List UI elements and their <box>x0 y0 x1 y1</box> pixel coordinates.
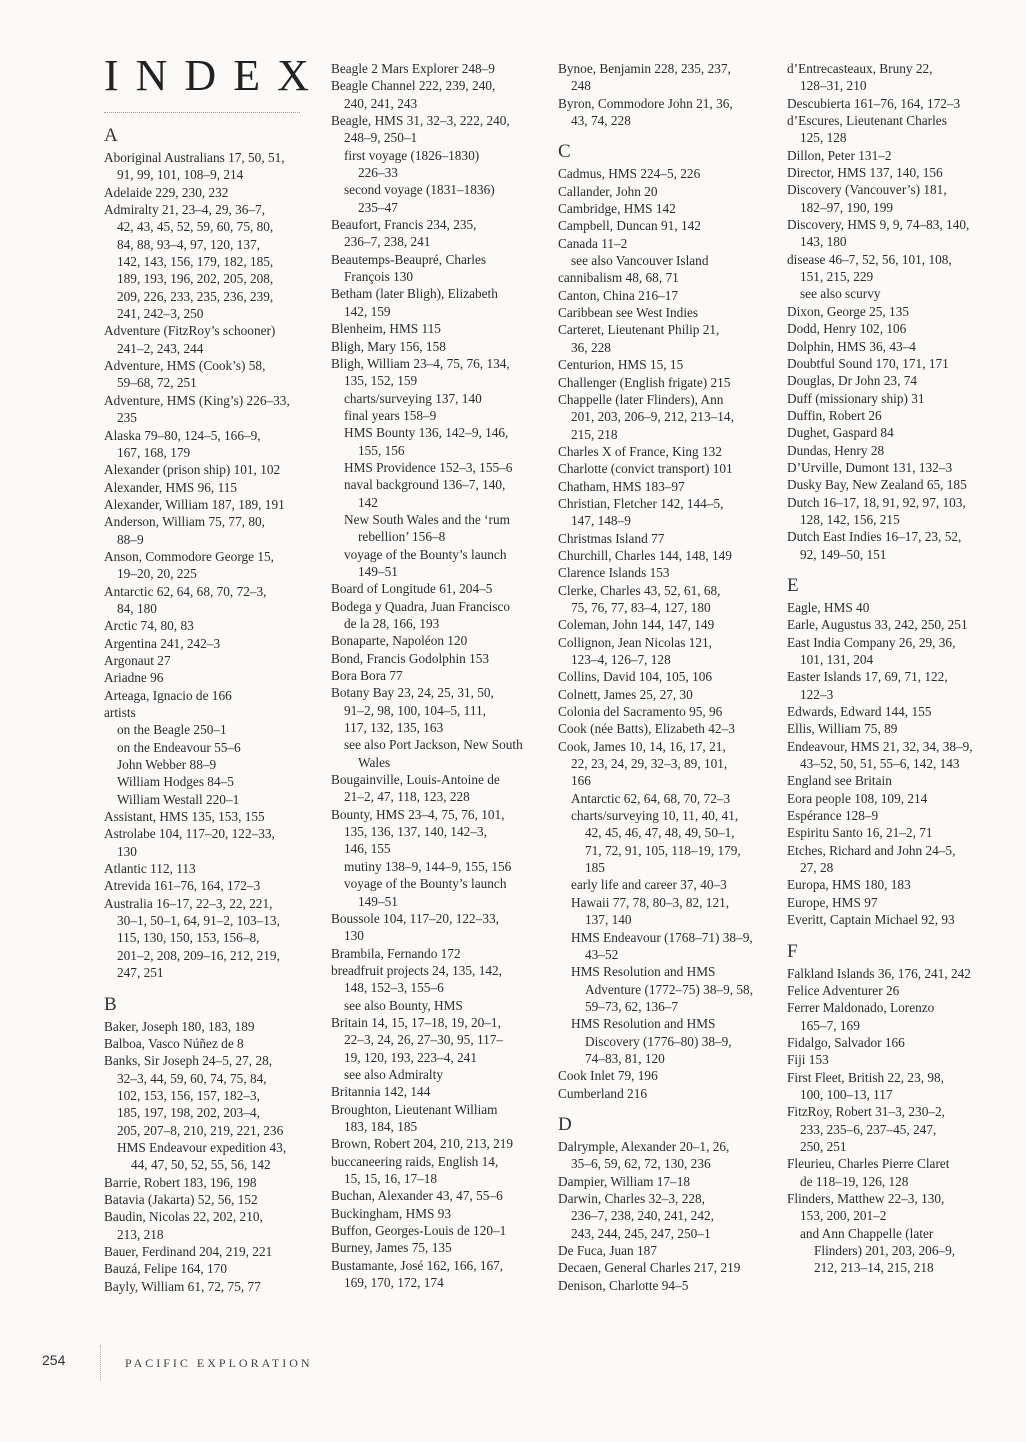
index-entry: Challenger (English frigate) 215 <box>558 374 731 390</box>
index-entry: Dixon, George 25, 135 <box>787 303 909 319</box>
index-subentry: William Hodges 84–5 <box>117 774 234 790</box>
index-entry: Douglas, Dr John 23, 74 <box>787 373 918 389</box>
index-entry: Broughton, Lieutenant William <box>331 1101 498 1117</box>
index-entry: Christian, Fletcher 142, 144–5, <box>558 495 724 511</box>
index-entry: Cook (née Batts), Elizabeth 42–3 <box>558 721 735 737</box>
index-entry: Admiralty 21, 23–4, 29, 36–7, <box>104 202 266 218</box>
index-subentry: 91–2, 98, 100, 104–5, 111, <box>344 702 486 718</box>
index-subentry: 201–2, 208, 209–16, 212, 219, <box>117 947 280 963</box>
index-entry: Director, HMS 137, 140, 156 <box>787 165 943 181</box>
index-entry: Antarctic 62, 64, 68, 70, 72–3, <box>104 583 267 599</box>
index-entry: Beautemps-Beaupré, Charles <box>331 251 487 267</box>
index-entry: Easter Islands 17, 69, 71, 122, <box>787 669 948 685</box>
index-subentry: 43, 74, 228 <box>571 113 631 129</box>
index-entry: Argentina 241, 242–3 <box>104 635 221 651</box>
index-entry: buccaneering raids, English 14, <box>331 1153 499 1169</box>
index-entry: Adventure (FitzRoy’s schooner) <box>104 323 276 339</box>
index-subentry: 84, 88, 93–4, 97, 120, 137, <box>117 236 260 252</box>
index-subentry: 213, 218 <box>117 1226 164 1242</box>
index-entry: Endeavour, HMS 21, 32, 34, 38–9, <box>787 738 973 754</box>
index-subentry: 143, 180 <box>800 234 847 250</box>
index-column-3 <box>558 60 773 1294</box>
index-subentry: 74–83, 81, 120 <box>585 1050 665 1066</box>
index-entry: Assistant, HMS 135, 153, 155 <box>104 809 265 825</box>
index-subentry: 212, 213–14, 215, 218 <box>814 1260 934 1276</box>
index-entry: D’Urville, Dumont 131, 132–3 <box>787 459 953 475</box>
index-entry: Centurion, HMS 15, 15 <box>558 357 684 373</box>
index-entry: Colnett, James 25, 27, 30 <box>558 686 693 702</box>
index-subentry: 235–47 <box>358 199 398 215</box>
index-subentry: 19–20, 20, 225 <box>117 566 197 582</box>
index-subentry: 209, 226, 233, 235, 236, 239, <box>117 288 274 304</box>
index-subentry: final years 158–9 <box>344 407 437 423</box>
index-subentry: 148, 152–3, 155–6 <box>344 980 444 996</box>
index-entry: Astrolabe 104, 117–20, 122–33, <box>104 826 275 842</box>
index-entry: Bounty, HMS 23–4, 75, 76, 101, <box>331 806 505 822</box>
index-entry: Dundas, Henry 28 <box>787 442 885 458</box>
title-rule <box>104 112 300 113</box>
index-subentry: 100, 100–13, 117 <box>800 1086 893 1102</box>
index-entry: Collins, David 104, 105, 106 <box>558 669 713 685</box>
index-entry: Colonia del Sacramento 95, 96 <box>558 704 723 720</box>
index-entry: Brown, Robert 204, 210, 213, 219 <box>331 1136 514 1152</box>
index-subentry: on the Beagle 250–1 <box>117 722 227 738</box>
index-entry: Batavia (Jakarta) 52, 56, 152 <box>104 1191 258 1207</box>
index-entry: Ellis, William 75, 89 <box>787 721 898 737</box>
index-subentry: see also Admiralty <box>344 1066 443 1082</box>
index-entry: Cumberland 216 <box>558 1085 648 1101</box>
index-entry: artists <box>104 705 136 720</box>
section-letter: C <box>558 141 571 163</box>
index-entry: Eagle, HMS 40 <box>787 599 870 615</box>
index-entry: Canada 11–2 <box>558 235 628 251</box>
index-subentry: voyage of the Bounty’s launch <box>344 876 507 892</box>
index-entry: Balboa, Vasco Núñez de 8 <box>104 1035 244 1051</box>
index-subentry: 151, 215, 229 <box>800 269 874 285</box>
index-entry: Fleurieu, Charles Pierre Claret <box>787 1156 950 1172</box>
index-subentry: 153, 200, 201–2 <box>800 1208 887 1224</box>
index-entry: Cook, James 10, 14, 16, 17, 21, <box>558 738 726 754</box>
index-entry: Bodega y Quadra, Juan Francisco <box>331 598 511 614</box>
index-entry: Botany Bay 23, 24, 25, 31, 50, <box>331 685 494 701</box>
index-entry: Fiji 153 <box>787 1052 829 1068</box>
index-entry: disease 46–7, 52, 56, 101, 108, <box>787 251 952 267</box>
index-entry: England see Britain <box>787 773 892 789</box>
index-subentry: 236–7, 238, 241 <box>344 234 431 250</box>
index-subentry: charts/surveying 10, 11, 40, 41, <box>571 808 739 824</box>
index-entry: Charles X of France, King 132 <box>558 443 722 459</box>
index-subentry: 130 <box>344 928 364 944</box>
index-subentry: 130 <box>117 843 137 859</box>
index-subentry: 123–4, 126–7, 128 <box>571 652 671 667</box>
index-subentry: de la 28, 166, 193 <box>344 616 440 631</box>
index-subentry: 44, 47, 50, 52, 55, 56, 142 <box>131 1157 271 1173</box>
index-entry: Dillon, Peter 131–2 <box>787 147 892 163</box>
index-entry: Adelaide 229, 230, 232 <box>104 184 229 200</box>
index-subentry: 59–73, 62, 136–7 <box>585 998 679 1014</box>
index-entry: Duffin, Robert 26 <box>787 407 882 423</box>
index-subentry: 15, 15, 16, 17–18 <box>344 1171 438 1186</box>
index-subentry: 185, 197, 198, 202, 203–4, <box>117 1105 260 1121</box>
index-entry: Dughet, Gaspard 84 <box>787 425 894 441</box>
index-subentry: 128–31, 210 <box>800 78 867 94</box>
index-entry: Cook Inlet 79, 196 <box>558 1068 658 1084</box>
index-subentry: 226–33 <box>358 165 398 181</box>
index-entry: Australia 16–17, 22–3, 22, 221, <box>104 895 273 911</box>
index-subentry: 43–52, 50, 51, 55–6, 142, 143 <box>800 756 960 772</box>
index-entry: Doubtful Sound 170, 171, 171 <box>787 355 949 371</box>
index-column-2 <box>331 60 546 1291</box>
index-entry: Atlantic 112, 113 <box>104 861 196 877</box>
index-subentry: 149–51 <box>358 893 398 909</box>
index-subentry: 42, 45, 46, 47, 48, 49, 50–1, <box>585 825 735 841</box>
index-entry: Discovery (Vancouver’s) 181, <box>787 182 947 198</box>
section-letter: E <box>787 574 799 596</box>
index-column-4 <box>787 60 1002 1277</box>
index-subentry: 236–7, 238, 240, 241, 242, <box>571 1208 714 1224</box>
index-entry: Espérance 128–9 <box>787 808 879 824</box>
index-subentry: 182–97, 190, 199 <box>800 199 894 215</box>
index-entry: Adventure, HMS (King’s) 226–33, <box>104 392 290 408</box>
index-subentry: 117, 132, 135, 163 <box>344 720 444 736</box>
index-subentry: 19, 120, 193, 223–4, 241 <box>344 1049 477 1065</box>
index-entry: Buckingham, HMS 93 <box>331 1205 452 1221</box>
index-entry: Byron, Commodore John 21, 36, <box>558 95 733 111</box>
index-subentry: 27, 28 <box>800 860 834 876</box>
index-entry: De Fuca, Juan 187 <box>558 1243 657 1258</box>
index-subentry: 165–7, 169 <box>800 1017 860 1033</box>
index-column-1 <box>104 125 314 1295</box>
index-subentry: 142, 159 <box>344 303 391 319</box>
index-subentry: 183, 184, 185 <box>344 1118 418 1134</box>
index-entry: Dalrymple, Alexander 20–1, 26, <box>558 1138 730 1154</box>
index-entry: Boussole 104, 117–20, 122–33, <box>331 910 499 926</box>
index-subentry: and Ann Chappelle (later <box>800 1225 934 1241</box>
index-subentry: 91, 99, 101, 108–9, 214 <box>117 167 244 183</box>
index-entry: Bora Bora 77 <box>331 668 403 684</box>
page-number: 254 <box>42 1352 66 1368</box>
index-entry: Alexander, William 187, 189, 191 <box>104 496 285 512</box>
index-subentry: HMS Endeavour (1768–71) 38–9, <box>571 929 753 945</box>
index-subentry: HMS Resolution and HMS <box>571 1016 716 1032</box>
index-subentry: 166 <box>571 773 591 789</box>
index-entry: Dutch 16–17, 18, 91, 92, 97, 103, <box>787 494 966 510</box>
index-entry: East India Company 26, 29, 36, <box>787 634 956 650</box>
index-subentry: 92, 149–50, 151 <box>800 546 887 562</box>
index-entry: Dutch East Indies 16–17, 23, 52, <box>787 529 962 545</box>
index-subentry: Antarctic 62, 64, 68, 70, 72–3 <box>571 790 731 806</box>
index-entry: Dodd, Henry 102, 106 <box>787 321 907 337</box>
index-entry: Arctic 74, 80, 83 <box>104 618 194 634</box>
index-entry: Bligh, Mary 156, 158 <box>331 338 446 354</box>
index-subentry: 142, 143, 156, 179, 182, 185, <box>117 254 274 270</box>
section-letter: A <box>104 125 118 146</box>
index-subentry: John Webber 88–9 <box>117 757 217 773</box>
index-subentry: 215, 218 <box>571 426 618 442</box>
index-entry: Betham (later Bligh), Elizabeth <box>331 286 498 302</box>
index-subentry: 248 <box>571 78 591 94</box>
index-entry: Etches, Richard and John 24–5, <box>787 842 956 858</box>
index-entry: Dusky Bay, New Zealand 65, 185 <box>787 477 967 493</box>
index-entry: Board of Longitude 61, 204–5 <box>331 581 493 597</box>
index-subentry: William Westall 220–1 <box>117 791 240 807</box>
index-subentry: 125, 128 <box>800 130 847 146</box>
index-entry: Beaufort, Francis 234, 235, <box>331 217 477 233</box>
index-entry: Adventure, HMS (Cook’s) 58, <box>104 358 266 374</box>
page-title: INDEX <box>104 51 326 100</box>
index-subentry: mutiny 138–9, 144–9, 155, 156 <box>344 858 512 874</box>
index-subentry: 146, 155 <box>344 841 391 857</box>
index-subentry: 189, 193, 196, 202, 205, 208, <box>117 271 274 287</box>
index-entry: Alaska 79–80, 124–5, 166–9, <box>104 427 261 443</box>
index-subentry: 128, 142, 156, 215 <box>800 511 900 527</box>
index-entry: Canton, China 216–17 <box>558 287 679 303</box>
index-entry: Descubierta 161–76, 164, 172–3 <box>787 95 961 111</box>
index-entry: Callander, John 20 <box>558 183 658 199</box>
index-subentry: 167, 168, 179 <box>117 444 191 460</box>
index-subentry: Wales <box>358 754 391 770</box>
index-subentry: 235 <box>117 410 137 426</box>
index-subentry: 101, 131, 204 <box>800 652 874 667</box>
index-entry: Blenheim, HMS 115 <box>331 321 441 337</box>
index-entry: Buchan, Alexander 43, 47, 55–6 <box>331 1188 503 1204</box>
index-entry: Bond, Francis Godolphin 153 <box>331 650 490 666</box>
index-subentry: 241–2, 243, 244 <box>117 340 204 356</box>
index-entry: Beagle, HMS 31, 32–3, 222, 240, <box>331 113 510 129</box>
index-subentry: see also scurvy <box>800 286 881 302</box>
index-subentry: Hawaii 77, 78, 80–3, 82, 121, <box>571 894 730 910</box>
index-entry: Duff (missionary ship) 31 <box>787 390 925 406</box>
index-subentry: 84, 180 <box>117 600 157 616</box>
index-subentry: 149–51 <box>358 563 398 579</box>
index-entry: Aboriginal Australians 17, 50, 51, <box>104 150 285 165</box>
index-subentry: see also Bounty, HMS <box>344 997 463 1013</box>
index-entry: Clarence Islands 153 <box>558 565 670 581</box>
index-entry: Dolphin, HMS 36, 43–4 <box>787 338 916 354</box>
index-entry: Britannia 142, 144 <box>331 1084 431 1100</box>
index-entry: Ferrer Maldonado, Lorenzo <box>787 1000 935 1016</box>
index-entry: Campbell, Duncan 91, 142 <box>558 218 701 234</box>
index-entry: Collignon, Jean Nicolas 121, <box>558 634 713 650</box>
index-entry: Beagle Channel 222, 239, 240, <box>331 78 496 94</box>
index-entry: Anderson, William 75, 77, 80, <box>104 514 265 530</box>
footer-divider <box>100 1345 101 1381</box>
index-entry: Bynoe, Benjamin 228, 235, 237, <box>558 61 731 76</box>
index-subentry: 201, 203, 206–9, 212, 213–14, <box>571 409 734 425</box>
index-subentry: 243, 244, 245, 247, 250–1 <box>571 1225 711 1241</box>
index-entry: Bougainville, Louis-Antoine de <box>331 772 500 788</box>
index-entry: Banks, Sir Joseph 24–5, 27, 28, <box>104 1053 273 1069</box>
index-subentry: 43–52 <box>585 946 619 962</box>
index-subentry: charts/surveying 137, 140 <box>344 390 482 406</box>
index-entry: Chappelle (later Flinders), Ann <box>558 391 724 407</box>
index-subentry: rebellion’ 156–8 <box>358 529 446 545</box>
index-subentry: 75, 76, 77, 83–4, 127, 180 <box>571 599 711 615</box>
index-entry: breadfruit projects 24, 135, 142, <box>331 962 502 978</box>
index-subentry: 241, 242–3, 250 <box>117 306 204 322</box>
index-subentry: 22, 23, 24, 29, 32–3, 89, 101, <box>571 756 728 772</box>
index-entry: Alexander (prison ship) 101, 102 <box>104 462 281 478</box>
index-entry: Baker, Joseph 180, 183, 189 <box>104 1018 255 1034</box>
index-entry: Europe, HMS 97 <box>787 894 878 910</box>
index-entry: Ariadne 96 <box>104 670 164 686</box>
index-entry: Cadmus, HMS 224–5, 226 <box>558 166 701 182</box>
index-subentry: 169, 170, 172, 174 <box>344 1275 444 1291</box>
index-subentry: 32–3, 44, 59, 60, 74, 75, 84, <box>117 1070 267 1086</box>
index-entry: Brambila, Fernando 172 <box>331 945 461 961</box>
section-letter: F <box>787 940 798 962</box>
index-subentry: 71, 72, 91, 105, 118–19, 179, <box>585 842 741 858</box>
index-entry: Charlotte (convict transport) 101 <box>558 461 733 477</box>
section-letter: D <box>558 1113 572 1135</box>
index-entry: Chatham, HMS 183–97 <box>558 478 685 494</box>
index-subentry: François 130 <box>344 269 414 285</box>
index-entry: First Fleet, British 22, 23, 98, <box>787 1069 944 1085</box>
index-entry: Edwards, Edward 144, 155 <box>787 704 932 720</box>
index-entry: Baudin, Nicolas 22, 202, 210, <box>104 1209 263 1225</box>
index-subentry: 115, 130, 150, 153, 156–8, <box>117 930 260 946</box>
index-subentry: 155, 156 <box>358 442 405 458</box>
index-entry: Europa, HMS 180, 183 <box>787 877 911 893</box>
index-entry: Eora people 108, 109, 214 <box>787 790 928 806</box>
index-entry: Alexander, HMS 96, 115 <box>104 479 238 495</box>
index-subentry: see also Port Jackson, New South <box>344 737 523 753</box>
index-entry: Bauer, Ferdinand 204, 219, 221 <box>104 1243 273 1259</box>
index-entry: Arteaga, Ignacio de 166 <box>104 687 232 703</box>
index-subentry: 250, 251 <box>800 1138 847 1154</box>
index-subentry: 147, 148–9 <box>571 513 631 529</box>
index-subentry: first voyage (1826–1830) <box>344 147 480 163</box>
index-subentry: 59–68, 72, 251 <box>117 375 197 391</box>
index-entry: cannibalism 48, 68, 71 <box>558 270 679 286</box>
index-entry: Anson, Commodore George 15, <box>104 548 275 564</box>
index-entry: Darwin, Charles 32–3, 228, <box>558 1190 705 1206</box>
index-entry: Atrevida 161–76, 164, 172–3 <box>104 878 261 894</box>
index-entry: Barrie, Robert 183, 196, 198 <box>104 1174 257 1190</box>
index-entry: Britain 14, 15, 17–18, 19, 20–1, <box>331 1014 501 1030</box>
index-entry: Beagle 2 Mars Explorer 248–9 <box>331 61 495 76</box>
index-entry: Christmas Island 77 <box>558 530 665 546</box>
index-subentry: 35–6, 59, 62, 72, 130, 236 <box>571 1156 711 1172</box>
index-subentry: 135, 136, 137, 140, 142–3, <box>344 824 487 840</box>
section-letter: B <box>104 993 117 1015</box>
index-subentry: 233, 235–6, 237–45, 247, <box>800 1121 937 1137</box>
index-entry: Denison, Charlotte 94–5 <box>558 1277 689 1293</box>
index-subentry: 135, 152, 159 <box>344 373 418 389</box>
index-subentry: 185 <box>585 860 605 876</box>
index-entry: Fidalgo, Salvador 166 <box>787 1034 905 1050</box>
index-entry: Falkland Islands 36, 176, 241, 242 <box>787 965 971 981</box>
index-subentry: second voyage (1831–1836) <box>344 182 495 198</box>
index-entry: Coleman, John 144, 147, 149 <box>558 617 715 633</box>
index-entry: Bonaparte, Napoléon 120 <box>331 633 468 649</box>
index-subentry: 205, 207–8, 210, 219, 221, 236 <box>117 1122 284 1138</box>
index-entry: FitzRoy, Robert 31–3, 230–2, <box>787 1104 945 1120</box>
index-entry: Caribbean see West Indies <box>558 305 699 321</box>
index-entry: Cambridge, HMS 142 <box>558 201 676 217</box>
index-subentry: HMS Resolution and HMS <box>571 964 716 980</box>
index-subentry: see also Vancouver Island <box>571 253 709 269</box>
index-entry: Buffon, Georges-Louis de 120–1 <box>331 1223 507 1239</box>
index-subentry: Discovery (1776–80) 38–9, <box>585 1033 732 1049</box>
index-subentry: 240, 241, 243 <box>344 95 418 111</box>
index-entry: Bligh, William 23–4, 75, 76, 134, <box>331 355 510 371</box>
index-entry: Decaen, General Charles 217, 219 <box>558 1260 741 1276</box>
index-entry: d’Escures, Lieutenant Charles <box>787 113 947 129</box>
index-subentry: early life and career 37, 40–3 <box>571 877 727 893</box>
index-subentry: Flinders) 201, 203, 206–9, <box>814 1243 956 1258</box>
index-subentry: de 118–19, 126, 128 <box>800 1173 909 1189</box>
index-entry: Flinders, Matthew 22–3, 130, <box>787 1190 945 1206</box>
index-entry: Argonaut 27 <box>104 652 171 668</box>
index-subentry: 42, 43, 45, 52, 59, 60, 75, 80, <box>117 219 274 235</box>
index-entry: Burney, James 75, 135 <box>331 1240 452 1256</box>
index-entry: Bustamante, José 162, 166, 167, <box>331 1257 504 1273</box>
index-subentry: 22–3, 24, 26, 27–30, 95, 117– <box>344 1032 504 1048</box>
index-subentry: 30–1, 50–1, 64, 91–2, 103–13, <box>117 913 280 929</box>
index-entry: Felice Adventurer 26 <box>787 982 900 998</box>
index-entry: Earle, Augustus 33, 242, 250, 251 <box>787 617 968 633</box>
index-entry: Espiritu Santo 16, 21–2, 71 <box>787 825 933 841</box>
index-subentry: 247, 251 <box>117 965 164 981</box>
index-subentry: Adventure (1772–75) 38–9, 58, <box>585 981 754 997</box>
index-subentry: voyage of the Bounty’s launch <box>344 546 507 562</box>
index-subentry: 102, 153, 156, 157, 182–3, <box>117 1087 260 1103</box>
index-subentry: 137, 140 <box>585 912 632 928</box>
index-entry: Carteret, Lieutenant Philip 21, <box>558 322 720 338</box>
index-subentry: HMS Providence 152–3, 155–6 <box>344 459 513 475</box>
index-subentry: 36, 228 <box>571 339 611 355</box>
index-subentry: New South Wales and the ‘rum <box>344 511 510 527</box>
index-subentry: 88–9 <box>117 531 144 547</box>
index-subentry: 122–3 <box>800 686 834 702</box>
index-entry: Discovery, HMS 9, 9, 74–83, 140, <box>787 217 970 233</box>
index-entry: Dampier, William 17–18 <box>558 1173 691 1189</box>
index-subentry: HMS Bounty 136, 142–9, 146, <box>344 425 509 441</box>
index-subentry: HMS Endeavour expedition 43, <box>117 1139 287 1155</box>
index-subentry: 248–9, 250–1 <box>344 130 418 146</box>
index-entry: Churchill, Charles 144, 148, 149 <box>558 547 732 563</box>
index-entry: d’Entrecasteaux, Bruny 22, <box>787 61 933 76</box>
index-entry: Bayly, William 61, 72, 75, 77 <box>104 1278 261 1294</box>
index-entry: Clerke, Charles 43, 52, 61, 68, <box>558 582 721 598</box>
index-subentry: 142 <box>358 494 378 510</box>
index-entry: Everitt, Captain Michael 92, 93 <box>787 912 955 928</box>
index-subentry: on the Endeavour 55–6 <box>117 739 241 755</box>
index-subentry: naval background 136–7, 140, <box>344 477 506 493</box>
index-entry: Bauzá, Felipe 164, 170 <box>104 1261 227 1277</box>
index-subentry: 21–2, 47, 118, 123, 228 <box>344 789 470 805</box>
running-title: PACIFIC EXPLORATION <box>125 1356 313 1370</box>
